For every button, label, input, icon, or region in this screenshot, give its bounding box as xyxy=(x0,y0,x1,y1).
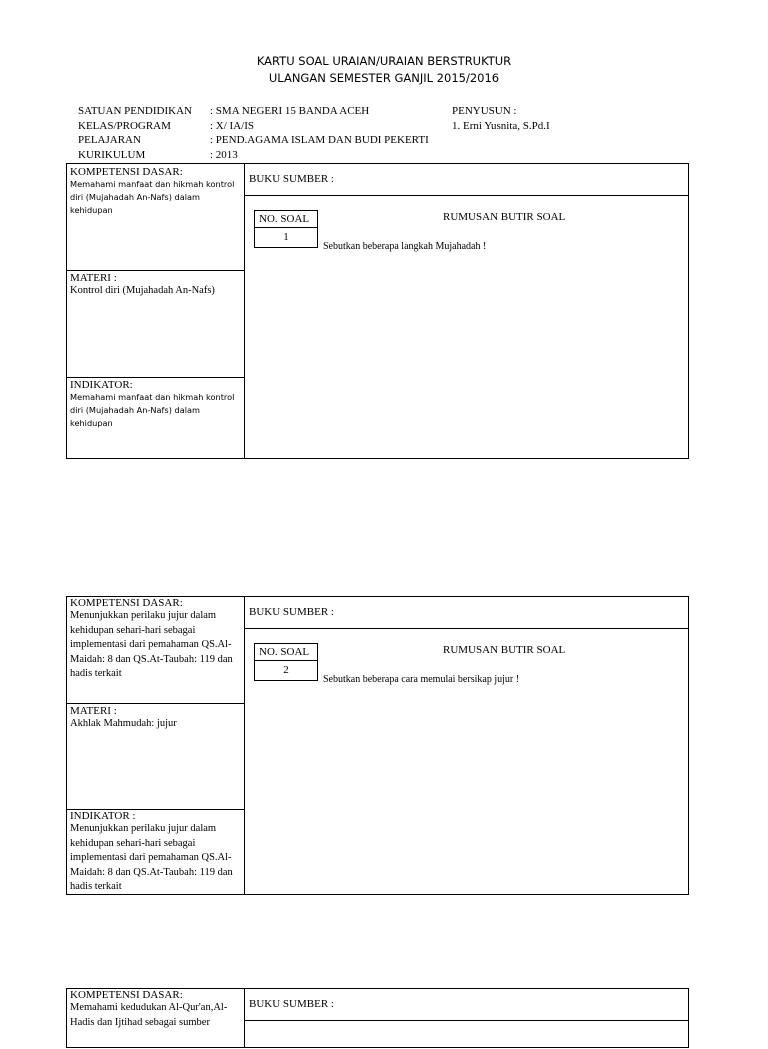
no-soal-label: NO. SOAL xyxy=(255,211,317,228)
meta-label: KELAS/PROGRAM xyxy=(78,119,171,132)
card-left-column xyxy=(67,989,245,1047)
buku-sumber: BUKU SUMBER : xyxy=(245,597,688,629)
rumusan-label: RUMUSAN BUTIR SOAL xyxy=(443,211,566,223)
rumusan-label: RUMUSAN BUTIR SOAL xyxy=(443,644,566,656)
indikator-text: Memahami manfaat dan hikmah kontrol diri (Mujahadah An-Nafs) dalam kehidupan xyxy=(70,392,235,428)
meta-value: : 2013 xyxy=(210,148,238,161)
no-soal-box xyxy=(254,643,318,681)
indikator-section xyxy=(67,377,244,458)
question-text: Sebutkan beberapa langkah Mujahadah ! xyxy=(323,241,487,252)
no-soal-box xyxy=(254,210,318,248)
materi-text: Kontrol diri (Mujahadah An-Nafs) xyxy=(70,285,215,296)
materi-label: MATERI : xyxy=(70,272,117,284)
meta-value: : SMA NEGERI 15 BANDA ACEH xyxy=(210,105,370,117)
page-title: KARTU SOAL URAIAN/URAIAN BERSTRUKTUR xyxy=(256,54,512,68)
meta-label: PELAJARAN xyxy=(78,134,141,146)
kompetensi-label: KOMPETENSI DASAR: xyxy=(70,597,183,609)
no-soal-value: 2 xyxy=(283,664,289,676)
meta-label: KURIKULUM xyxy=(78,148,146,161)
buku-sumber: BUKU SUMBER : xyxy=(245,164,688,196)
question-card-3 xyxy=(66,988,689,1048)
page-subtitle: ULANGAN SEMESTER GANJIL 2015/2016 xyxy=(268,71,500,85)
indikator-section xyxy=(67,809,244,895)
meta-value: : X/ IA/IS xyxy=(210,119,254,132)
kompetensi-section xyxy=(67,597,244,703)
card-left-column xyxy=(67,597,245,894)
meta-values xyxy=(210,104,429,162)
kompetensi-label: KOMPETENSI DASAR: xyxy=(70,166,183,178)
meta-labels xyxy=(78,104,192,162)
kompetensi-text: Menunjukkan perilaku jujur dalam kehidupan sehari-hari sebagai implementasi dari pemahaman QS.Al-Maidah: 8 dan QS.At-Taubah: 119 dan hadis terkait xyxy=(70,610,233,679)
penyusun-value: 1. Erni Yusnita, S.Pd.I xyxy=(452,119,550,132)
materi-label: MATERI : xyxy=(70,705,117,717)
indikator-label: INDIKATOR: xyxy=(70,379,133,391)
kompetensi-section xyxy=(67,164,244,270)
meta-label: SATUAN PENDIDIKAN xyxy=(78,105,192,117)
question-text: Sebutkan beberapa cara memulai bersikap jujur ! xyxy=(323,674,520,685)
penyusun xyxy=(452,104,550,133)
kompetensi-label: KOMPETENSI DASAR: xyxy=(70,989,183,1001)
kompetensi-text: Memahami kedudukan Al-Qur'an,Al-Hadis dan Ijtihad sebagai sumber xyxy=(70,1002,228,1028)
question-card-1 xyxy=(66,163,689,459)
indikator-label: INDIKATOR : xyxy=(70,810,136,822)
buku-sumber: BUKU SUMBER : xyxy=(245,989,688,1021)
materi-text: Akhlak Mahmudah: jujur xyxy=(70,718,177,729)
card-left-column xyxy=(67,164,245,458)
kompetensi-section xyxy=(67,989,244,1049)
no-soal-label: NO. SOAL xyxy=(255,644,317,661)
indikator-text: Menunjukkan perilaku jujur dalam kehidupan sehari-hari sebagai implementasi dari pemahaman QS.Al-Maidah: 8 dan QS.At-Taubah: 119 dan hadis terkait xyxy=(70,823,233,892)
materi-section xyxy=(67,703,244,809)
penyusun-label: PENYUSUN : xyxy=(452,105,517,117)
kompetensi-text: Memahami manfaat dan hikmah kontrol diri (Mujahadah An-Nafs) dalam kehidupan xyxy=(70,179,235,215)
question-card-2 xyxy=(66,596,689,895)
no-soal-value: 1 xyxy=(283,231,289,243)
materi-section xyxy=(67,270,244,377)
meta-value: : PEND.AGAMA ISLAM DAN BUDI PEKERTI xyxy=(210,134,429,146)
